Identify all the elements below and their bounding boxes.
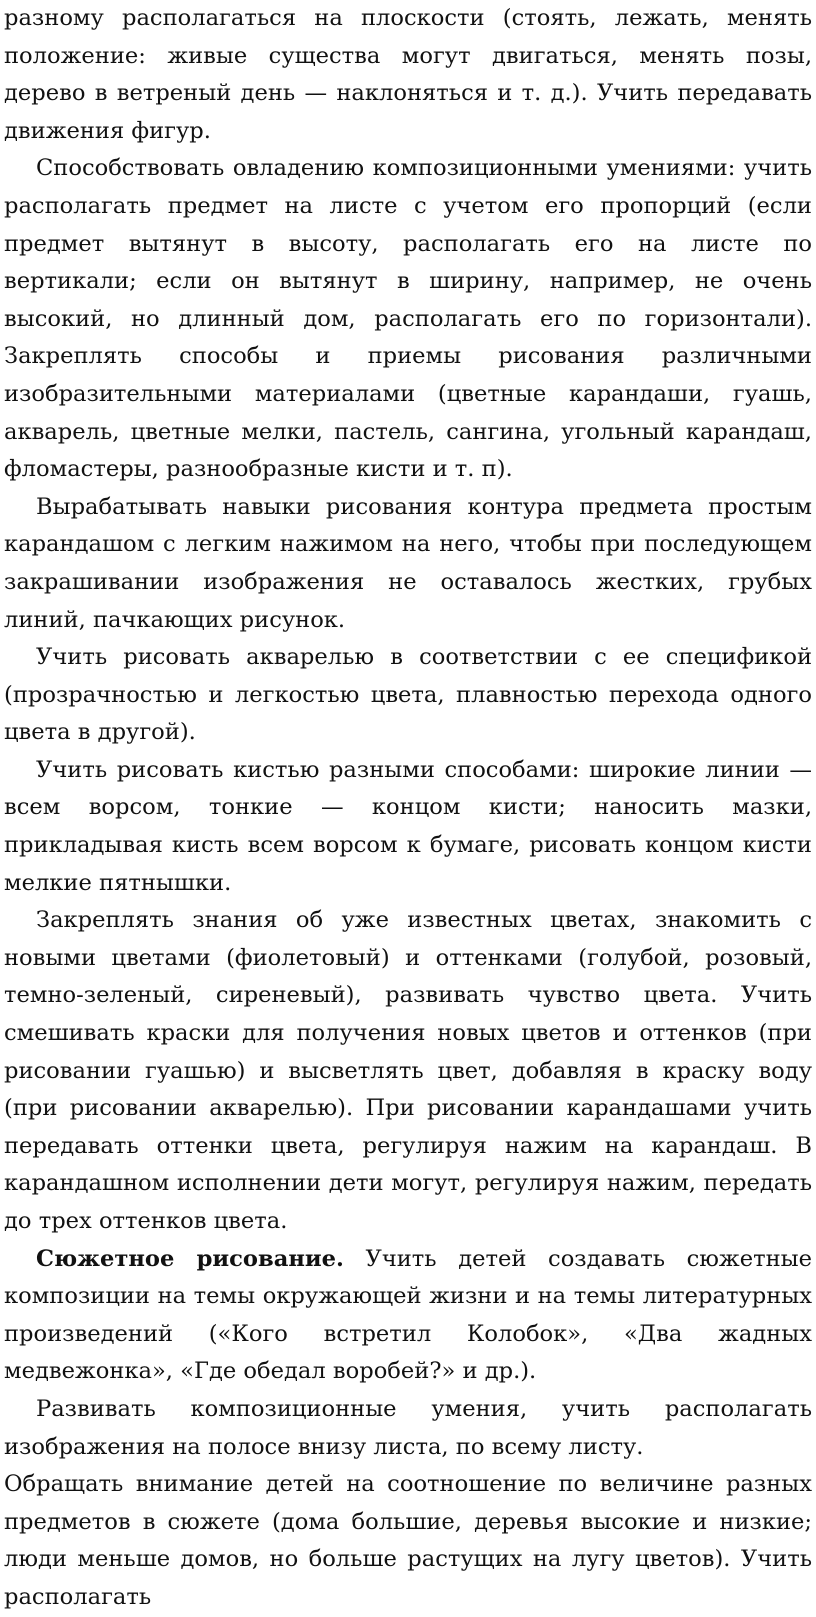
paragraph-3: Вырабатывать навыки рисования контура предмета простым карандашом с легким нажимом на него, чтобы при последующем закрашивании изображения не оставалось жестких, грубых линий, пачкающих рисунок. (4, 493, 812, 633)
section-lead-heading: Сюжетное рисование. (36, 1245, 344, 1272)
paragraph-8: Развивать композиционные умения, учить располагать изображения на полосе внизу листа, по всему листу. (4, 1395, 812, 1460)
paragraph-9: Обращать внимание детей на соотношение по величине разных предметов в сюжете (дома большие, деревья высокие и низкие; люди меньше домов, но больше растущих на лугу цветов). Учить располагать (4, 1471, 812, 1610)
paragraph-1: разному располагаться на плоскости (стоять, лежать, менять положение: живые существа могут двигаться, менять позы, дерево в ветреный день — наклоняться и т. д.). Учить передавать движения фигур. (4, 5, 812, 144)
paragraph-2: Способствовать овладению композиционными умениями: учить располагать предмет на листе с учетом его пропорций (если предмет вытянут в высоту, располагать его на листе по вертикали; если он вытянут в ширину, например, не очень высокий, но длинный дом, располагать его по горизонтали). Закреплять способы и приемы рисования различными изобразительными материалами (цветные карандаши, гуашь, акварель, цветные мелки, пастель, сангина, угольный карандаш, фломастеры, разнообразные кисти и т. п). (4, 155, 812, 483)
paragraph-7 (4, 1241, 812, 1391)
paragraph-7-text: Учить детей создавать сюжетные композиции на темы окружающей жизни и на темы литературных произведений («Кого встретил Колобок», «Два жадных медвежонка», «Где обедал воробей?» и др.). (4, 1245, 812, 1385)
paragraph-6: Закреплять знания об уже известных цветах, знакомить с новыми цветами (фиолетовый) и оттенками (голубой, розовый, темно-зеленый, сиреневый), развивать чувство цвета. Учить смешивать краски для получения новых цветов и оттенков (при рисовании гуашью) и высветлять цвет, добавляя в краску воду (при рисовании акварелью). При рисовании карандашами учить передавать оттенки цвета, регулируя нажим на карандаш. В карандашном исполнении дети могут, регулируя нажим, передать до трех оттенков цвета. (4, 907, 812, 1234)
paragraph-5: Учить рисовать кистью разными способами: широкие линии — всем ворсом, тонкие — концом кисти; наносить мазки, прикладывая кисть всем ворсом к бумаге, рисовать концом кисти мелкие пятнышки. (4, 756, 812, 896)
document-page (4, 0, 812, 1617)
paragraph-4: Учить рисовать акварелью в соответствии с ее спецификой (прозрачностью и легкостью цвета, плавностью перехода одного цвета в другой). (4, 644, 812, 746)
